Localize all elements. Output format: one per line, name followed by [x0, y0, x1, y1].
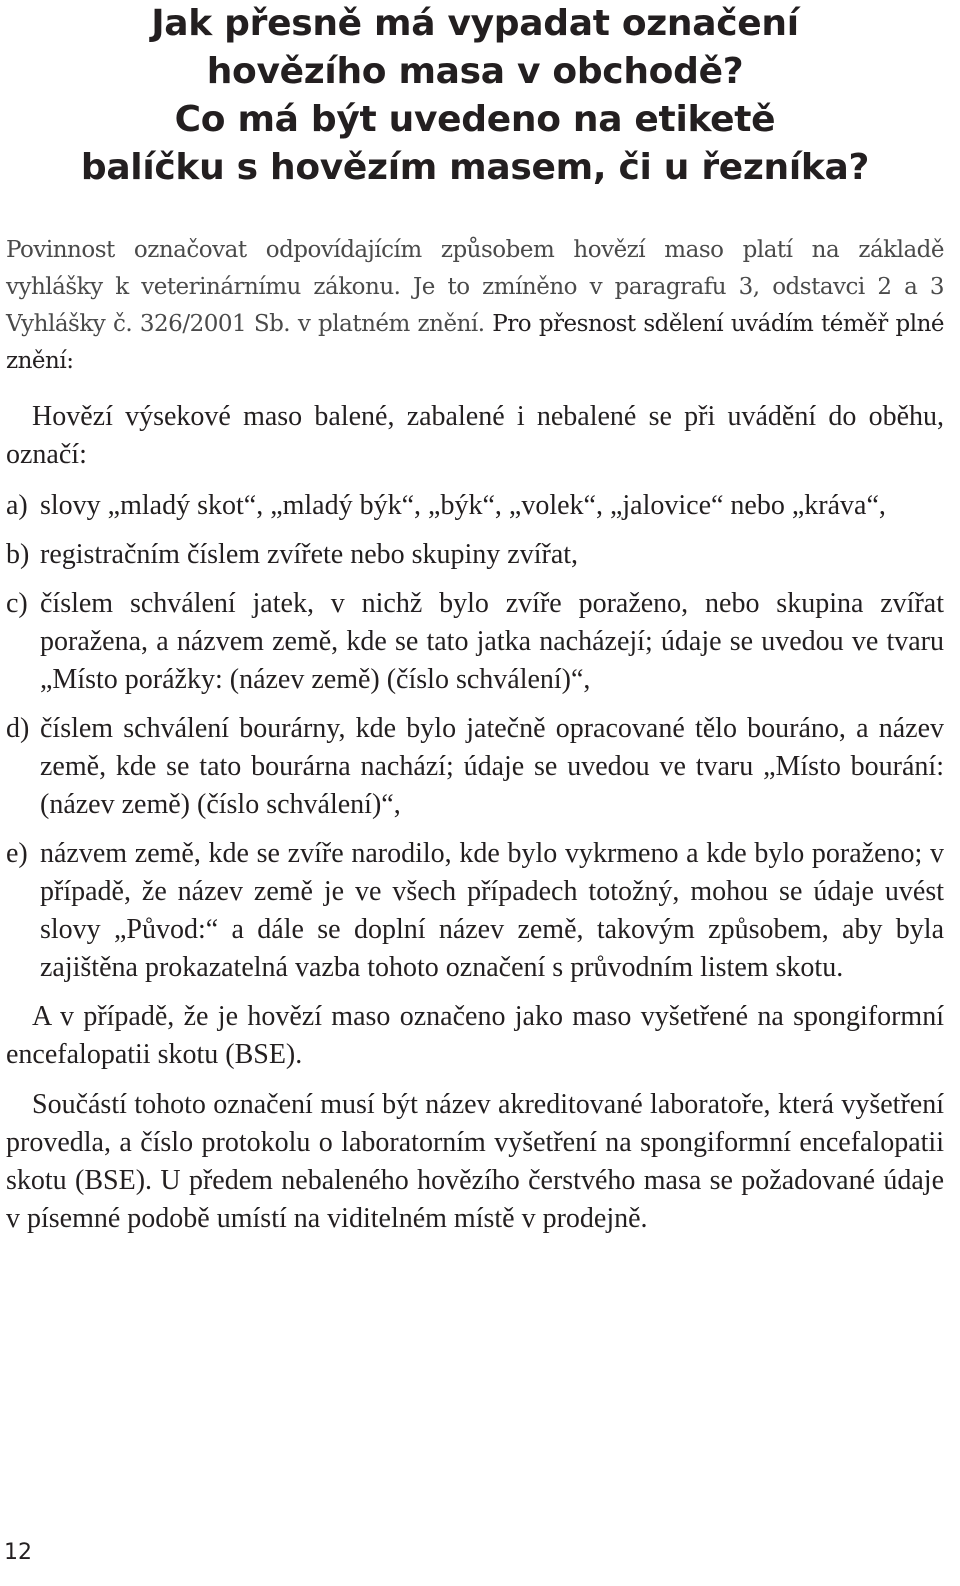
list-item: [6, 487, 944, 525]
list-item-text: registračním číslem zvířete nebo skupiny zvířat,: [40, 539, 579, 570]
bse-paragraph: A v případě, že je hovězí maso označeno jako maso vyšetřené na spongiformní encefalopatii skotu (BSE).: [6, 1001, 944, 1070]
list-item: [6, 585, 944, 699]
list-marker: c): [6, 588, 28, 619]
list-item-text: slovy „mladý skot“, „mladý býk“, „býk“, „volek“, „jalovice“ nebo „kráva“,: [40, 490, 886, 521]
title-line: balíčku s hovězím masem, či u řezníka?: [80, 147, 870, 188]
list-item: [6, 835, 944, 987]
list-item: [6, 536, 944, 574]
page-number: 12: [4, 1540, 32, 1565]
labeling-list: [6, 487, 944, 987]
laboratory-paragraph: Součástí tohoto označení musí být název akreditované laboratoře, která vyšetření provedla, a číslo protokolu o laboratorním vyšetření na spongiformní encefalopatii skotu (BSE). U předem nebaleného hovězího čerstvého masa se požadované údaje v písemné podobě umístí na viditelném místě v prodejně.: [6, 1089, 944, 1234]
intro-tail-text: Pro přesnost sdělení uvádím téměř plné znění:: [6, 311, 944, 374]
intro-main-text: Povinnost označovat odpovídajícím způsobem hovězí maso platí na základě vyhlášky k veterinárnímu zákonu. Je to zmíněno v paragrafu 3, odstavci 2 a 3 Vyhlášky č. 326/2001 Sb. v platném znění.: [6, 237, 944, 337]
list-item-text: číslem schválení jatek, v nichž bylo zvíře poraženo, nebo skupina zvířat poražena, a názvem země, kde se tato jatka nacházejí; údaje se uvedou ve tvaru „Místo porážky: (název země) (číslo schválení)“,: [40, 588, 944, 695]
lead-paragraph: Hovězí výsekové maso balené, zabalené i nebalené se při uvádění do oběhu, označí:: [6, 401, 944, 470]
page-title: [6, 0, 944, 192]
list-marker: b): [6, 539, 30, 570]
list-marker: d): [6, 713, 30, 744]
intro-paragraph: [6, 232, 944, 380]
title-line: hovězího masa v obchodě?: [206, 51, 744, 92]
list-item-text: názvem země, kde se zvíře narodilo, kde bylo vykrmeno a kde bylo poraženo; v případě, že název země je ve všech případech totožný, mohou se údaje uvést slovy „Původ:“ a dále se doplní název země, takovým způsobem, aby byla zajištěna prokazatelná vazba tohoto označení s průvodním listem skotu.: [40, 838, 944, 983]
document-page: [6, 0, 944, 1238]
list-item-text: číslem schválení bourárny, kde bylo jatečně opracované tělo bouráno, a název země, kde se tato bourárna nachází; údaje se uvedou ve tvaru „Místo bourání: (název země) (číslo schválení)“,: [40, 713, 944, 820]
list-marker: a): [6, 490, 28, 521]
list-item: [6, 710, 944, 824]
title-line: Jak přesně má vypadat označení: [151, 3, 799, 44]
list-marker: e): [6, 838, 28, 869]
title-line: Co má být uvedeno na etiketě: [174, 99, 776, 140]
